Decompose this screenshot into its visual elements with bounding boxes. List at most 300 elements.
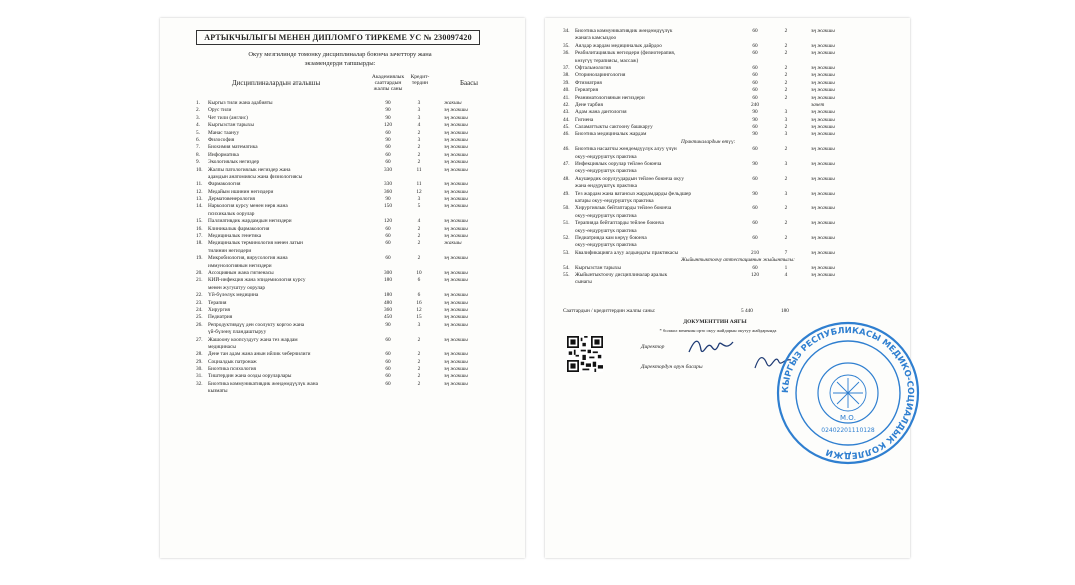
row-grade: эң жакшы [444, 218, 468, 225]
table-row [196, 359, 496, 366]
row-grade: эң жакшы [444, 122, 468, 129]
table-row [196, 240, 496, 247]
director-signature [687, 336, 737, 358]
row-number: 53. [563, 249, 570, 256]
row-discipline: Дене тан адам жана анын ийлик чеберчилиги [208, 351, 311, 358]
table-row [196, 181, 496, 188]
row-credits: 7 [784, 249, 788, 256]
row-credits: 2 [784, 220, 788, 227]
row-discipline: Аялдар жардам медициналык дайрдоо [575, 42, 662, 49]
row-discipline: медицинасы [208, 343, 236, 350]
table-row [196, 270, 496, 277]
row-number: 51. [563, 220, 570, 227]
row-grade: эң жакшы [444, 166, 468, 173]
row-credits: 2 [784, 72, 788, 79]
row-credits: 2 [417, 151, 421, 158]
row-grade: эң жакшы [811, 116, 835, 123]
row-credits: 10 [416, 269, 422, 276]
row-credits: 2 [417, 358, 421, 365]
row-credits: 2 [417, 373, 421, 380]
row-number: 50. [563, 205, 570, 212]
row-grade: эң жакшы [444, 203, 468, 210]
row-hours: 90 [385, 136, 391, 143]
row-discipline: Репродуктивдүү ден соолукту коргоо жана [208, 321, 305, 328]
row-discipline: Жалпы патологиялык негиздер жана [208, 166, 291, 173]
row-discipline: психикалык оорулар [208, 210, 255, 217]
row-number: 42. [563, 101, 570, 108]
row-discipline: Адам жана дантология [575, 109, 627, 116]
row-number: 6. [196, 136, 200, 143]
row-hours: 90 [385, 100, 391, 106]
row-number: 7. [196, 144, 200, 151]
row-grade: эң жакшы [811, 161, 835, 168]
row-hours: 90 [385, 107, 391, 114]
row-hours: 360 [384, 306, 392, 313]
table-row [196, 189, 496, 196]
row-discipline: Реабилитациялык негиздери (физиотерапия, [575, 50, 676, 57]
row-hours: 60 [385, 366, 391, 373]
row-discipline: Дерматовенерология [208, 196, 255, 203]
row-credits: 3 [417, 100, 421, 106]
row-hours: 60 [752, 79, 758, 86]
row-hours: 60 [385, 225, 391, 232]
table-row [196, 107, 496, 114]
row-grade: эң жакшы [811, 205, 835, 212]
row-grade: эң жакшы [444, 277, 468, 284]
row-number: 12. [196, 188, 203, 195]
row-discipline: адамдын анатомиясы жана физиологиясы [208, 173, 303, 180]
table-row [563, 198, 863, 205]
row-number: 46. [563, 131, 570, 138]
row-hours: 150 [384, 203, 392, 210]
table-row [563, 228, 863, 235]
table-row [563, 183, 863, 190]
table-row [563, 161, 863, 168]
row-credits: 2 [784, 42, 788, 49]
row-credits: 3 [417, 196, 421, 203]
row-hours: 90 [385, 196, 391, 203]
row-discipline: Социалдык патронаж [208, 358, 257, 365]
table-row [196, 100, 496, 107]
row-discipline: Биоэтика коммуникативдик жөндөмдүүлүк жана [208, 380, 318, 387]
row-discipline: Акушердик оорулуудардын тейлөө боюнча окуу [575, 175, 685, 182]
row-credits: 3 [784, 109, 788, 116]
row-grade: эң жакшы [444, 306, 468, 313]
table-row [563, 205, 863, 212]
row-discipline: Офтальмология [575, 64, 611, 71]
row-number: 37. [563, 64, 570, 71]
table-row [563, 154, 863, 161]
row-credits: 5 [417, 203, 421, 210]
row-grade: эң жакшы [444, 358, 468, 365]
table-row [196, 337, 496, 344]
row-grade: эң жакшы [444, 292, 468, 299]
row-credits: 4 [417, 218, 421, 225]
table-row [563, 235, 863, 242]
table-row [563, 272, 863, 279]
row-number: 40. [563, 87, 570, 94]
row-credits: 2 [784, 124, 788, 131]
row-discipline: Фтизиатрия [575, 79, 602, 86]
row-number: 16. [196, 225, 203, 232]
row-number: 27. [196, 336, 203, 343]
row-number: 20. [196, 269, 203, 276]
row-credits: 1 [784, 264, 788, 271]
row-number: 5. [196, 129, 200, 136]
row-credits: 11 [416, 166, 422, 173]
row-number: 34. [563, 28, 570, 34]
row-number: 18. [196, 240, 203, 247]
row-grade: эң жакшы [444, 373, 468, 380]
table-row [196, 366, 496, 373]
row-discipline: Микробиология, вирусология жана [208, 255, 288, 262]
document-title: АРТЫКЧЫЛЫГЫ МЕНЕН ДИПЛОМГО ТИРКЕМЕ УС № 230097420 [196, 30, 480, 45]
row-discipline: Гигиена [575, 116, 594, 123]
row-hours: 60 [385, 129, 391, 136]
row-credits: 4 [784, 271, 788, 278]
row-grade: эң жакшы [444, 351, 468, 358]
row-grade: эң жакшы [444, 188, 468, 195]
row-credits: 3 [784, 116, 788, 123]
row-grade: эң жакшы [444, 255, 468, 262]
row-number: 30. [196, 366, 203, 373]
row-discipline: Жыйынтыктоочу дисциплиналар аралык [575, 271, 668, 278]
row-credits: 15 [416, 314, 422, 321]
row-discipline: тилинин негиздери [208, 247, 252, 254]
table-row [196, 248, 496, 255]
row-grade: эң жакшы [811, 190, 835, 197]
row-grade: эң жакшы [444, 196, 468, 203]
table-row [196, 292, 496, 299]
row-number: 11. [196, 181, 203, 188]
row-discipline: Манас таануу [208, 129, 240, 136]
row-number: 49. [563, 190, 570, 197]
table-row [563, 109, 863, 116]
table-row [196, 344, 496, 351]
row-hours: 60 [385, 233, 391, 240]
totals-hours: 5 440 [741, 308, 753, 314]
row-grade: эң жакшы [811, 64, 835, 71]
table-row [563, 176, 863, 183]
table-row [196, 130, 496, 137]
row-credits: 6 [417, 292, 421, 299]
row-credits: 2 [417, 240, 421, 247]
row-number: 24. [196, 306, 203, 313]
row-number: 41. [563, 94, 570, 101]
row-discipline: кызматы [208, 388, 228, 395]
row-discipline: Гериатрия [575, 87, 599, 94]
row-hours: 60 [752, 50, 758, 57]
row-number: 55. [563, 271, 570, 278]
row-hours: 60 [752, 64, 758, 71]
row-discipline: Фармакология [208, 181, 241, 188]
totals-credits: 180 [781, 308, 789, 314]
row-grade: эң жакшы [811, 42, 835, 49]
row-number: 48. [563, 175, 570, 182]
row-discipline: КИЙ-инфекция жана эпидемиология курсу [208, 277, 306, 284]
row-hours: 120 [384, 218, 392, 225]
table-row [563, 65, 863, 72]
row-number: 2. [196, 107, 200, 114]
row-discipline: Чет тили (англис) [208, 114, 248, 121]
table-row [563, 58, 863, 65]
row-credits: 2 [784, 64, 788, 71]
row-grade: эң жакшы [444, 144, 468, 151]
row-discipline: Биоэтика насаатчы жөндөмдүүлүк алуу үчүн [575, 146, 677, 153]
row-number: 22. [196, 292, 203, 299]
row-hours: 60 [752, 264, 758, 271]
row-number: 15. [196, 218, 203, 225]
row-grade: эң жакшы [444, 114, 468, 121]
row-discipline: жанага камсыздоо [575, 35, 617, 42]
row-discipline: Практикалардын өтүү: [681, 138, 736, 145]
row-discipline: Клиникалык фармакология [208, 225, 270, 232]
director-label: Директор [641, 344, 665, 350]
row-hours: 60 [752, 124, 758, 131]
row-credits: 2 [784, 205, 788, 212]
row-discipline: Биоэтика медициналык жардам [575, 131, 647, 138]
row-discipline: Биоэтика коммуникативдик жөндөмдүүлүк [575, 28, 673, 34]
table-row [196, 307, 496, 314]
row-credits: 2 [417, 225, 421, 232]
row-credits: 2 [417, 233, 421, 240]
row-credits: 2 [417, 255, 421, 262]
row-number: 17. [196, 233, 203, 240]
row-credits: 11 [416, 181, 422, 188]
row-hours: 60 [385, 255, 391, 262]
row-discipline: Орус тили [208, 107, 232, 114]
table-row [563, 124, 863, 131]
table-row [563, 279, 863, 286]
row-credits: 2 [784, 87, 788, 94]
row-hours: 60 [385, 240, 391, 247]
left-grades-table [196, 100, 496, 396]
row-credits: 2 [417, 380, 421, 387]
row-grade: эң жакшы [811, 28, 835, 34]
table-row [196, 285, 496, 292]
row-number: 3. [196, 114, 200, 121]
row-hours: 60 [752, 234, 758, 241]
right-grades-table [563, 28, 863, 287]
row-grade: эң жакшы [811, 271, 835, 278]
row-grade: эң жакшы [444, 366, 468, 373]
row-number: 21. [196, 277, 203, 284]
qr-code [567, 336, 603, 372]
row-discipline: Информатика [208, 151, 239, 158]
table-row [196, 196, 496, 203]
table-row [196, 314, 496, 321]
row-discipline: окуу-өндүрүштүк практика [575, 168, 637, 175]
document-page-left [160, 18, 525, 558]
row-discipline: окуу-өндүрүштүк практика [575, 212, 637, 219]
row-discipline: Терапияда бейтаптарды тейлөө боюнча [575, 220, 664, 227]
row-number: 13. [196, 196, 203, 203]
row-credits: 3 [417, 136, 421, 143]
row-number: 54. [563, 264, 570, 271]
row-discipline: Медайым ишинин негиздери [208, 188, 274, 195]
row-discipline: Жыйынтыктоочу аттестациянын жыйынтыгы: [681, 257, 795, 264]
table-row [563, 242, 863, 249]
table-row [196, 218, 496, 225]
table-row [563, 43, 863, 50]
row-credits: 4 [417, 122, 421, 129]
row-hours: 480 [384, 299, 392, 306]
row-credits: 2 [417, 144, 421, 151]
header-discipline: Дисциплиналардын аталышы [231, 79, 321, 87]
row-hours: 60 [385, 373, 391, 380]
row-discipline: Ассоциянын жана гигиенасы [208, 269, 274, 276]
row-discipline: Биоэтика психология [208, 366, 256, 373]
table-row [196, 159, 496, 166]
document-end-note: * болжол мененин орто окуу жайдарын окутуу жайдарында [659, 328, 777, 333]
row-number: 4. [196, 122, 200, 129]
stamp-ring-text: КЫРГЫЗ РЕСПУБЛИКАСЫ МЕДИКО-СОЦИАЛДЫК КОЛЛЕДЖИ [780, 325, 916, 461]
row-hours: 60 [385, 144, 391, 151]
row-credits: 6 [417, 277, 421, 284]
row-discipline: сынагы [575, 279, 592, 286]
row-grade: эң жакшы [444, 269, 468, 276]
row-number: 44. [563, 116, 570, 123]
row-grade: эң жакшы [444, 129, 468, 136]
row-credits: 2 [417, 129, 421, 136]
row-credits: 2 [417, 159, 421, 166]
row-grade: эң жакшы [811, 109, 835, 116]
row-grade: эң жакшы [444, 233, 468, 240]
row-hours: 60 [752, 175, 758, 182]
row-discipline: Наркология курсу менен нерв жана [208, 203, 288, 210]
row-credits: 2 [784, 79, 788, 86]
row-discipline: менен жугуштуу оорулар [208, 284, 266, 291]
table-row [563, 146, 863, 153]
row-hours: 60 [385, 151, 391, 158]
row-number: 19. [196, 255, 203, 262]
row-discipline: Инфекциялык оорулар тейлөө боюнча [575, 161, 662, 168]
document-end-title: ДОКУМЕНТТИН АЯГЫ [683, 319, 747, 325]
row-number: 29. [196, 358, 203, 365]
row-grade: эң жакшы [811, 72, 835, 79]
row-credits: 3 [417, 114, 421, 121]
row-grade: эң жакшы [444, 314, 468, 321]
row-number: 8. [196, 151, 200, 158]
row-discipline: үй-бүлөнү пландаштыруу [208, 329, 267, 336]
row-grade: зачет [811, 101, 825, 108]
table-row [196, 329, 496, 336]
row-hours: 210 [751, 249, 759, 256]
row-hours: 240 [751, 101, 759, 108]
row-discipline: Хирургия [208, 306, 230, 313]
row-discipline: Экологиялык негиздер [208, 159, 260, 166]
table-row [563, 220, 863, 227]
row-grade: эң жакшы [444, 299, 468, 306]
row-hours: 90 [752, 190, 758, 197]
table-row [563, 50, 863, 57]
totals-label: Сааттардын / кредиттердин жалпы саны: [563, 308, 656, 314]
document-subtitle-line2: экзамендерди тапшырды: [304, 60, 376, 67]
row-hours: 120 [751, 271, 759, 278]
document-subtitle-line1: Окуу мезгилинде томонку дисциплиналар боюнча зачеттору жана [248, 51, 432, 58]
row-grade: эң жакшы [444, 181, 468, 188]
table-row [563, 191, 863, 198]
table-row [563, 28, 863, 35]
row-discipline: катары окуу-өндүрүштүк практика [575, 197, 654, 204]
row-discipline: Саламаттыкты сактоону башкаруу [575, 124, 653, 131]
row-discipline: Медициналык генетика [208, 233, 262, 240]
row-number: 38. [563, 72, 570, 79]
row-number: 14. [196, 203, 203, 210]
row-discipline: көзүгүү терапиясы, массаж) [575, 57, 639, 64]
row-grade: эң жакшы [444, 159, 468, 166]
table-row [196, 167, 496, 174]
table-row [196, 211, 496, 218]
row-number: 9. [196, 159, 200, 166]
row-number: 25. [196, 314, 203, 321]
row-hours: 60 [752, 205, 758, 212]
table-row [196, 233, 496, 240]
row-hours: 60 [752, 146, 758, 153]
row-discipline: Педиатрия [208, 314, 233, 321]
table-row [563, 35, 863, 42]
table-row [196, 300, 496, 307]
header-hours: Академиялык сааттардын жалпы саны [371, 74, 405, 92]
row-grade: эң жакшы [811, 220, 835, 227]
row-credits: 2 [417, 366, 421, 373]
row-discipline: Оториноларингология [575, 72, 626, 79]
row-credits: 3 [784, 190, 788, 197]
table-row [563, 72, 863, 79]
row-hours: 60 [385, 159, 391, 166]
header-credits: Кредит-тердин [410, 74, 430, 86]
row-credits: 2 [417, 351, 421, 358]
table-row [196, 263, 496, 270]
row-grade: эң жакшы [444, 225, 468, 232]
row-hours: 60 [752, 28, 758, 34]
row-number: 52. [563, 234, 570, 241]
table-row [196, 203, 496, 210]
row-hours: 60 [385, 351, 391, 358]
row-hours: 120 [384, 122, 392, 129]
row-grade: эң жакшы [811, 264, 835, 271]
row-discipline: Квалификацияга алуу алдындагы практикасы [575, 249, 679, 256]
table-row [563, 139, 863, 146]
row-discipline: Кыргыз тили жана адабияты [208, 100, 273, 106]
table-row [563, 87, 863, 94]
row-hours: 330 [384, 181, 392, 188]
row-hours: 90 [752, 116, 758, 123]
row-number: 43. [563, 109, 570, 116]
row-hours: 90 [385, 114, 391, 121]
table-row [196, 277, 496, 284]
row-discipline: Жашоону коопсуздугу жана тез жардам [208, 336, 298, 343]
table-row [196, 388, 496, 395]
row-grade: эң жакшы [444, 107, 468, 114]
row-hours: 360 [384, 188, 392, 195]
table-row [196, 226, 496, 233]
row-number: 1. [196, 100, 200, 106]
row-discipline: иммунологиянын негиздери [208, 262, 272, 269]
table-row [196, 152, 496, 159]
row-credits: 12 [416, 306, 422, 313]
row-discipline: Терапия [208, 299, 227, 306]
row-discipline: Медициналык терминология менен латын [208, 240, 303, 247]
row-hours: 300 [384, 269, 392, 276]
row-hours: 90 [752, 161, 758, 168]
deputy-director-label: Директордун орун басары [641, 364, 703, 370]
row-credits: 2 [417, 336, 421, 343]
row-grade: эң жакшы [444, 380, 468, 387]
table-row [196, 322, 496, 329]
row-discipline: окуу-өндүрүштүк практика [575, 242, 637, 249]
row-credits: 2 [784, 175, 788, 182]
